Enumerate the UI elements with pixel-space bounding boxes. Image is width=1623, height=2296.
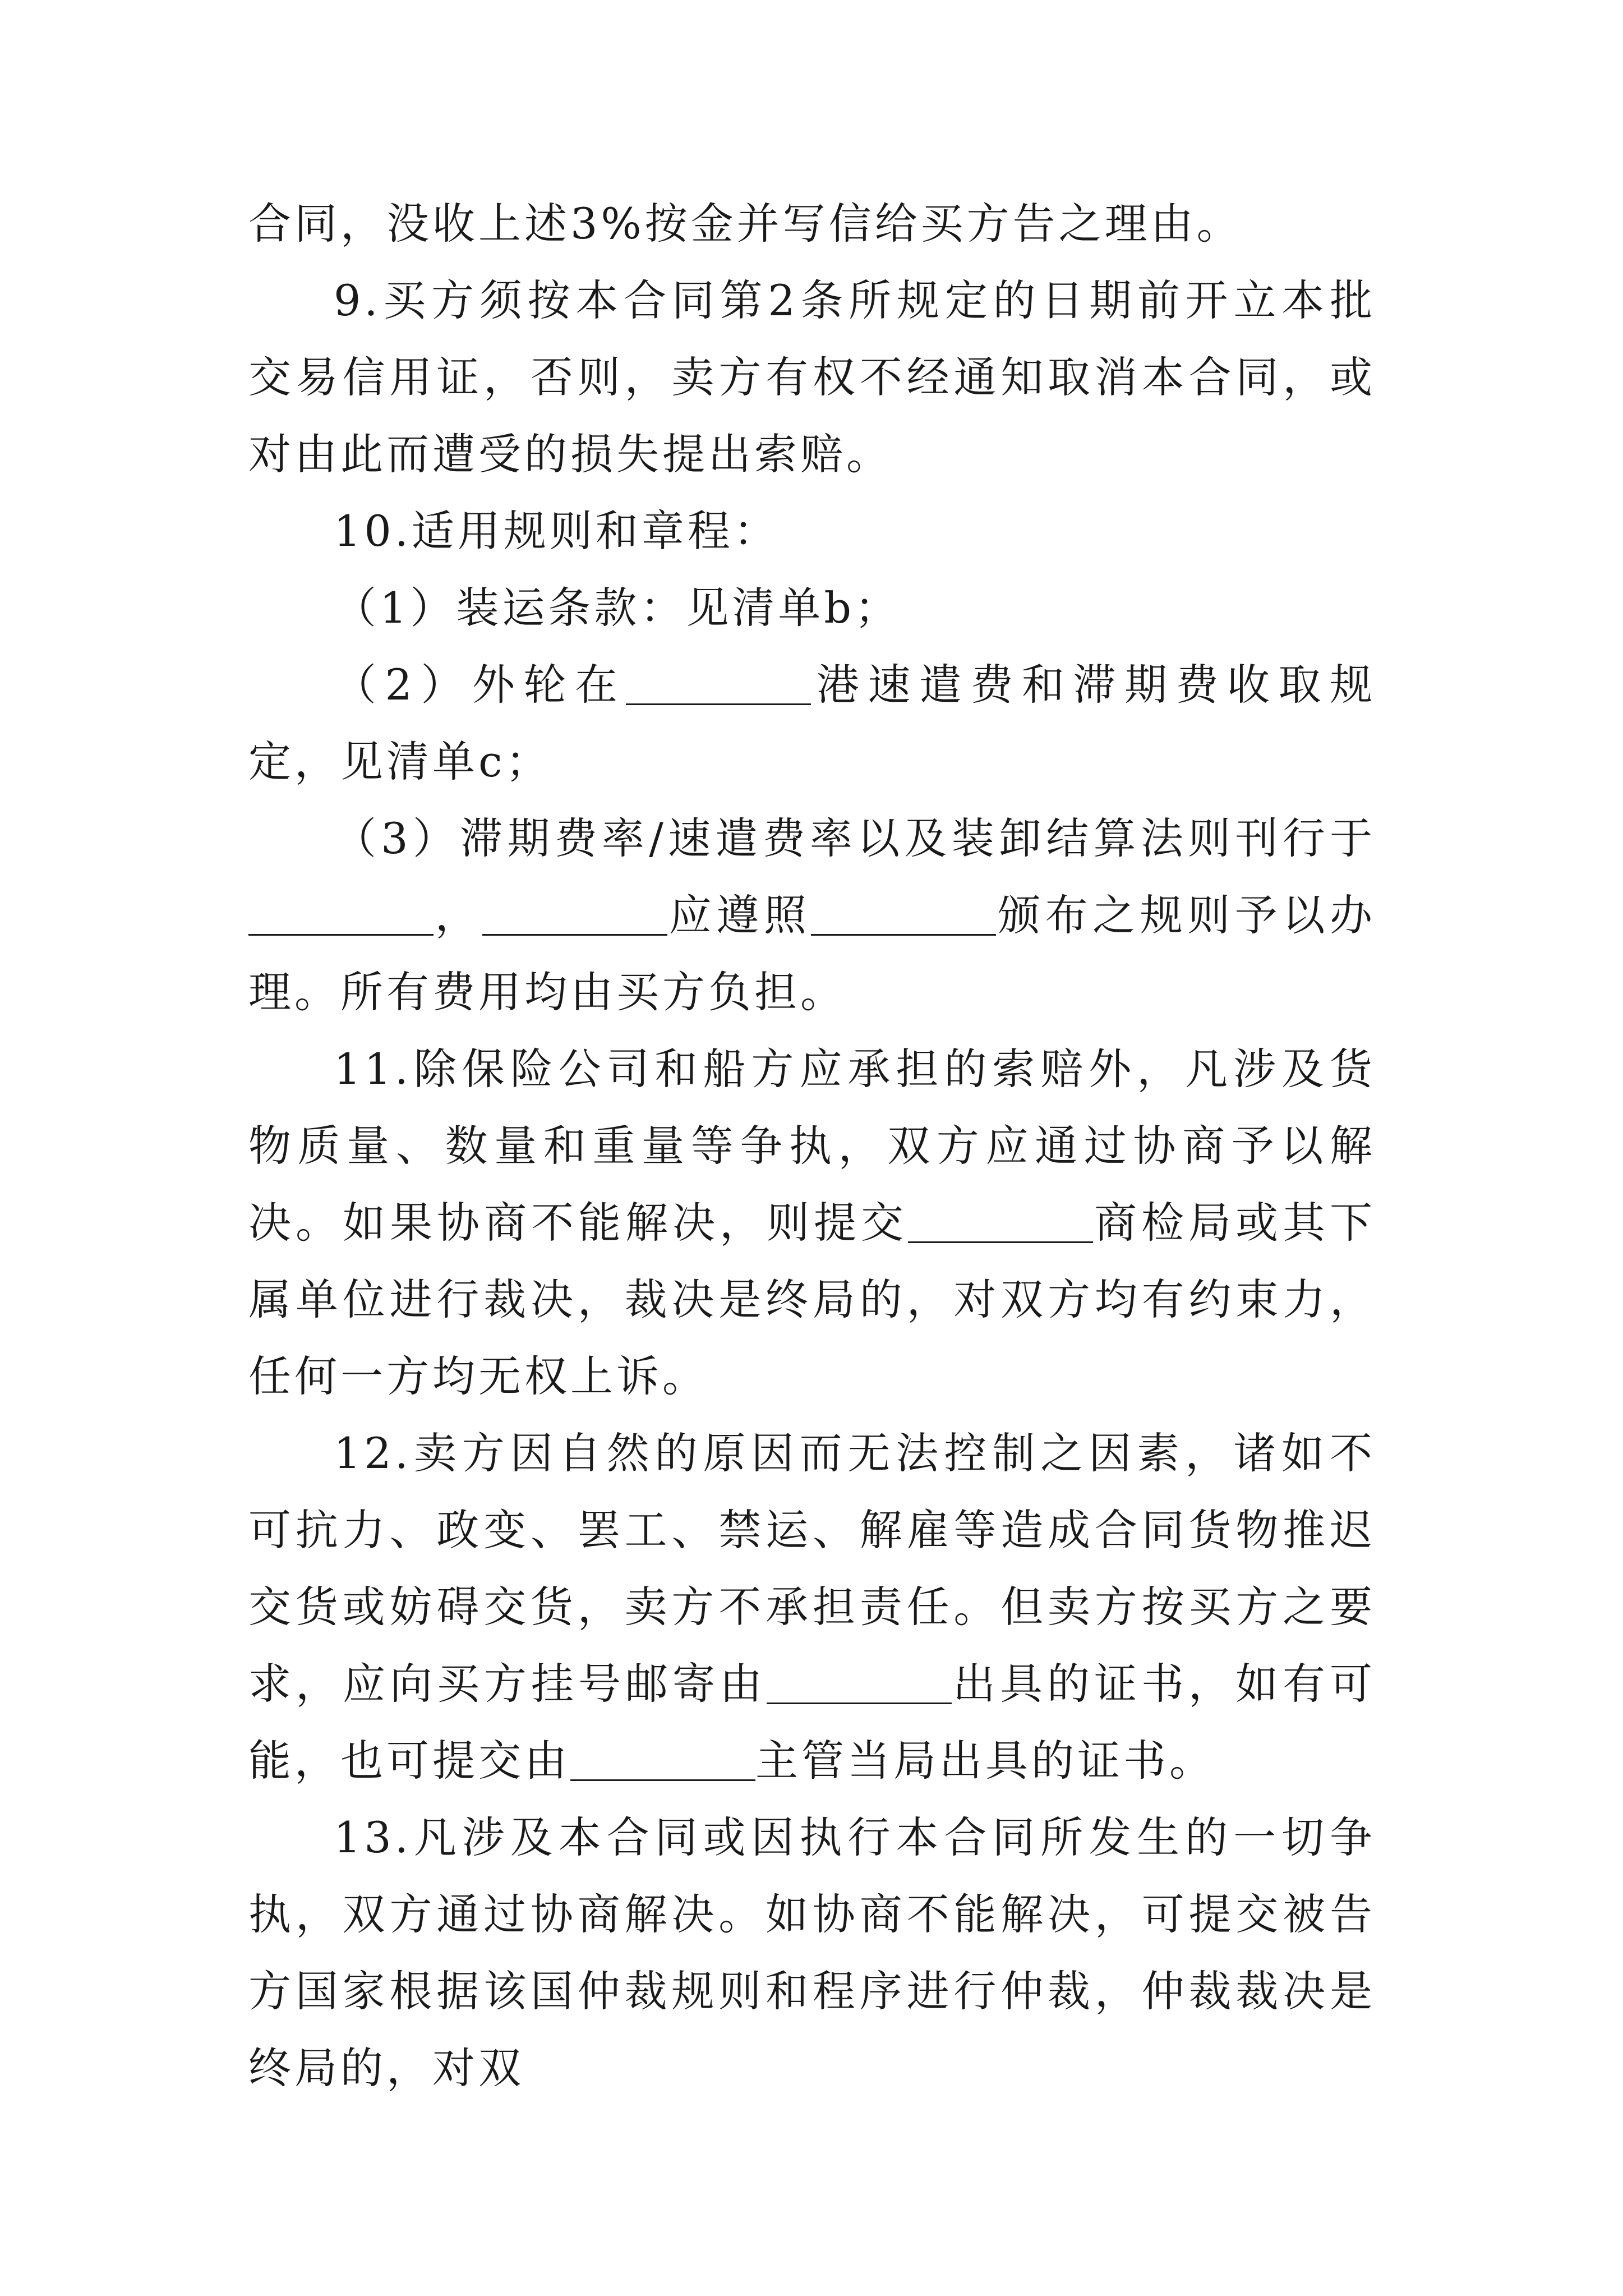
paragraph-text: 出具的证书，如有可能，也可提交由 <box>248 1659 1376 1786</box>
fill-blank-publication <box>248 891 434 936</box>
paragraph-text: ， <box>434 890 483 940</box>
clause-9 <box>248 262 1376 493</box>
clause-10-item-3 <box>248 800 1376 1030</box>
clause-10-item-2 <box>248 646 1376 800</box>
paragraph-continuation <box>248 185 1376 262</box>
clause-10-item-1 <box>248 569 1376 646</box>
paragraph-text: （1）装运条款：见清单b； <box>334 583 901 633</box>
fill-blank-issuer <box>767 1660 952 1704</box>
clause-10 <box>248 493 1376 569</box>
paragraph-text: 11.除保险公司和船方应承担的索赔外，凡涉及货物质量、数量和重量等争执，双方应通过协商予以解决。如果协商不能解决，则提交 <box>248 1044 1376 1248</box>
paragraph-text: 合同，没收上述3%按金并写信给买方告之理由。 <box>248 199 1243 249</box>
clause-11 <box>248 1030 1376 1415</box>
paragraph-text: 13.凡涉及本合同或因执行本合同所发生的一切争执，双方通过协商解决。如协商不能解决，可提交被告方国家根据该国仲裁规则和程序进行仲裁，仲裁裁决是终局的，对双 <box>248 1812 1376 2093</box>
fill-blank-competent-authority <box>570 1737 755 1781</box>
fill-blank-inspection-bureau <box>908 1199 1093 1243</box>
paragraph-text: 12.卖方因自然的原因而无法控制之因素，诸如不可抗力、政变、罢工、禁运、解雇等造成合同货物推迟交货或妨碍交货，卖方不承担责任。但卖方按买方之要求，应向买方挂号邮寄由 <box>248 1428 1376 1709</box>
paragraph-text: 主管当局出具的证书。 <box>755 1736 1215 1786</box>
paragraph-text: （3）滞期费率/速遣费率以及装卸结算法则刊行于 <box>334 813 1376 863</box>
paragraph-text: 颁布之规则予以办理。所有费用均由买方负担。 <box>248 890 1376 1017</box>
clause-12 <box>248 1415 1376 1799</box>
paragraph-text: 应遵照 <box>667 890 811 940</box>
paragraph-text: 9.买方须按本合同第2条所规定的日期前开立本批交易信用证，否则，卖方有权不经通知取消本合同，或对由此而遭受的损失提出索赔。 <box>248 275 1376 479</box>
paragraph-text: 港速遣费和滞期费收取规定，见清单c； <box>248 660 1376 786</box>
fill-blank-authority <box>811 891 996 936</box>
fill-blank-port <box>626 661 811 705</box>
fill-blank-party <box>482 891 667 936</box>
contract-body <box>248 185 1376 2106</box>
paragraph-text: （2）外轮在 <box>334 660 626 710</box>
paragraph-text: 商检局或其下属单位进行裁决，裁决是终局的，对双方均有约束力，任何一方均无权上诉。 <box>248 1198 1376 1401</box>
clause-13 <box>248 1799 1376 2106</box>
paragraph-text: 10.适用规则和章程： <box>334 506 780 556</box>
